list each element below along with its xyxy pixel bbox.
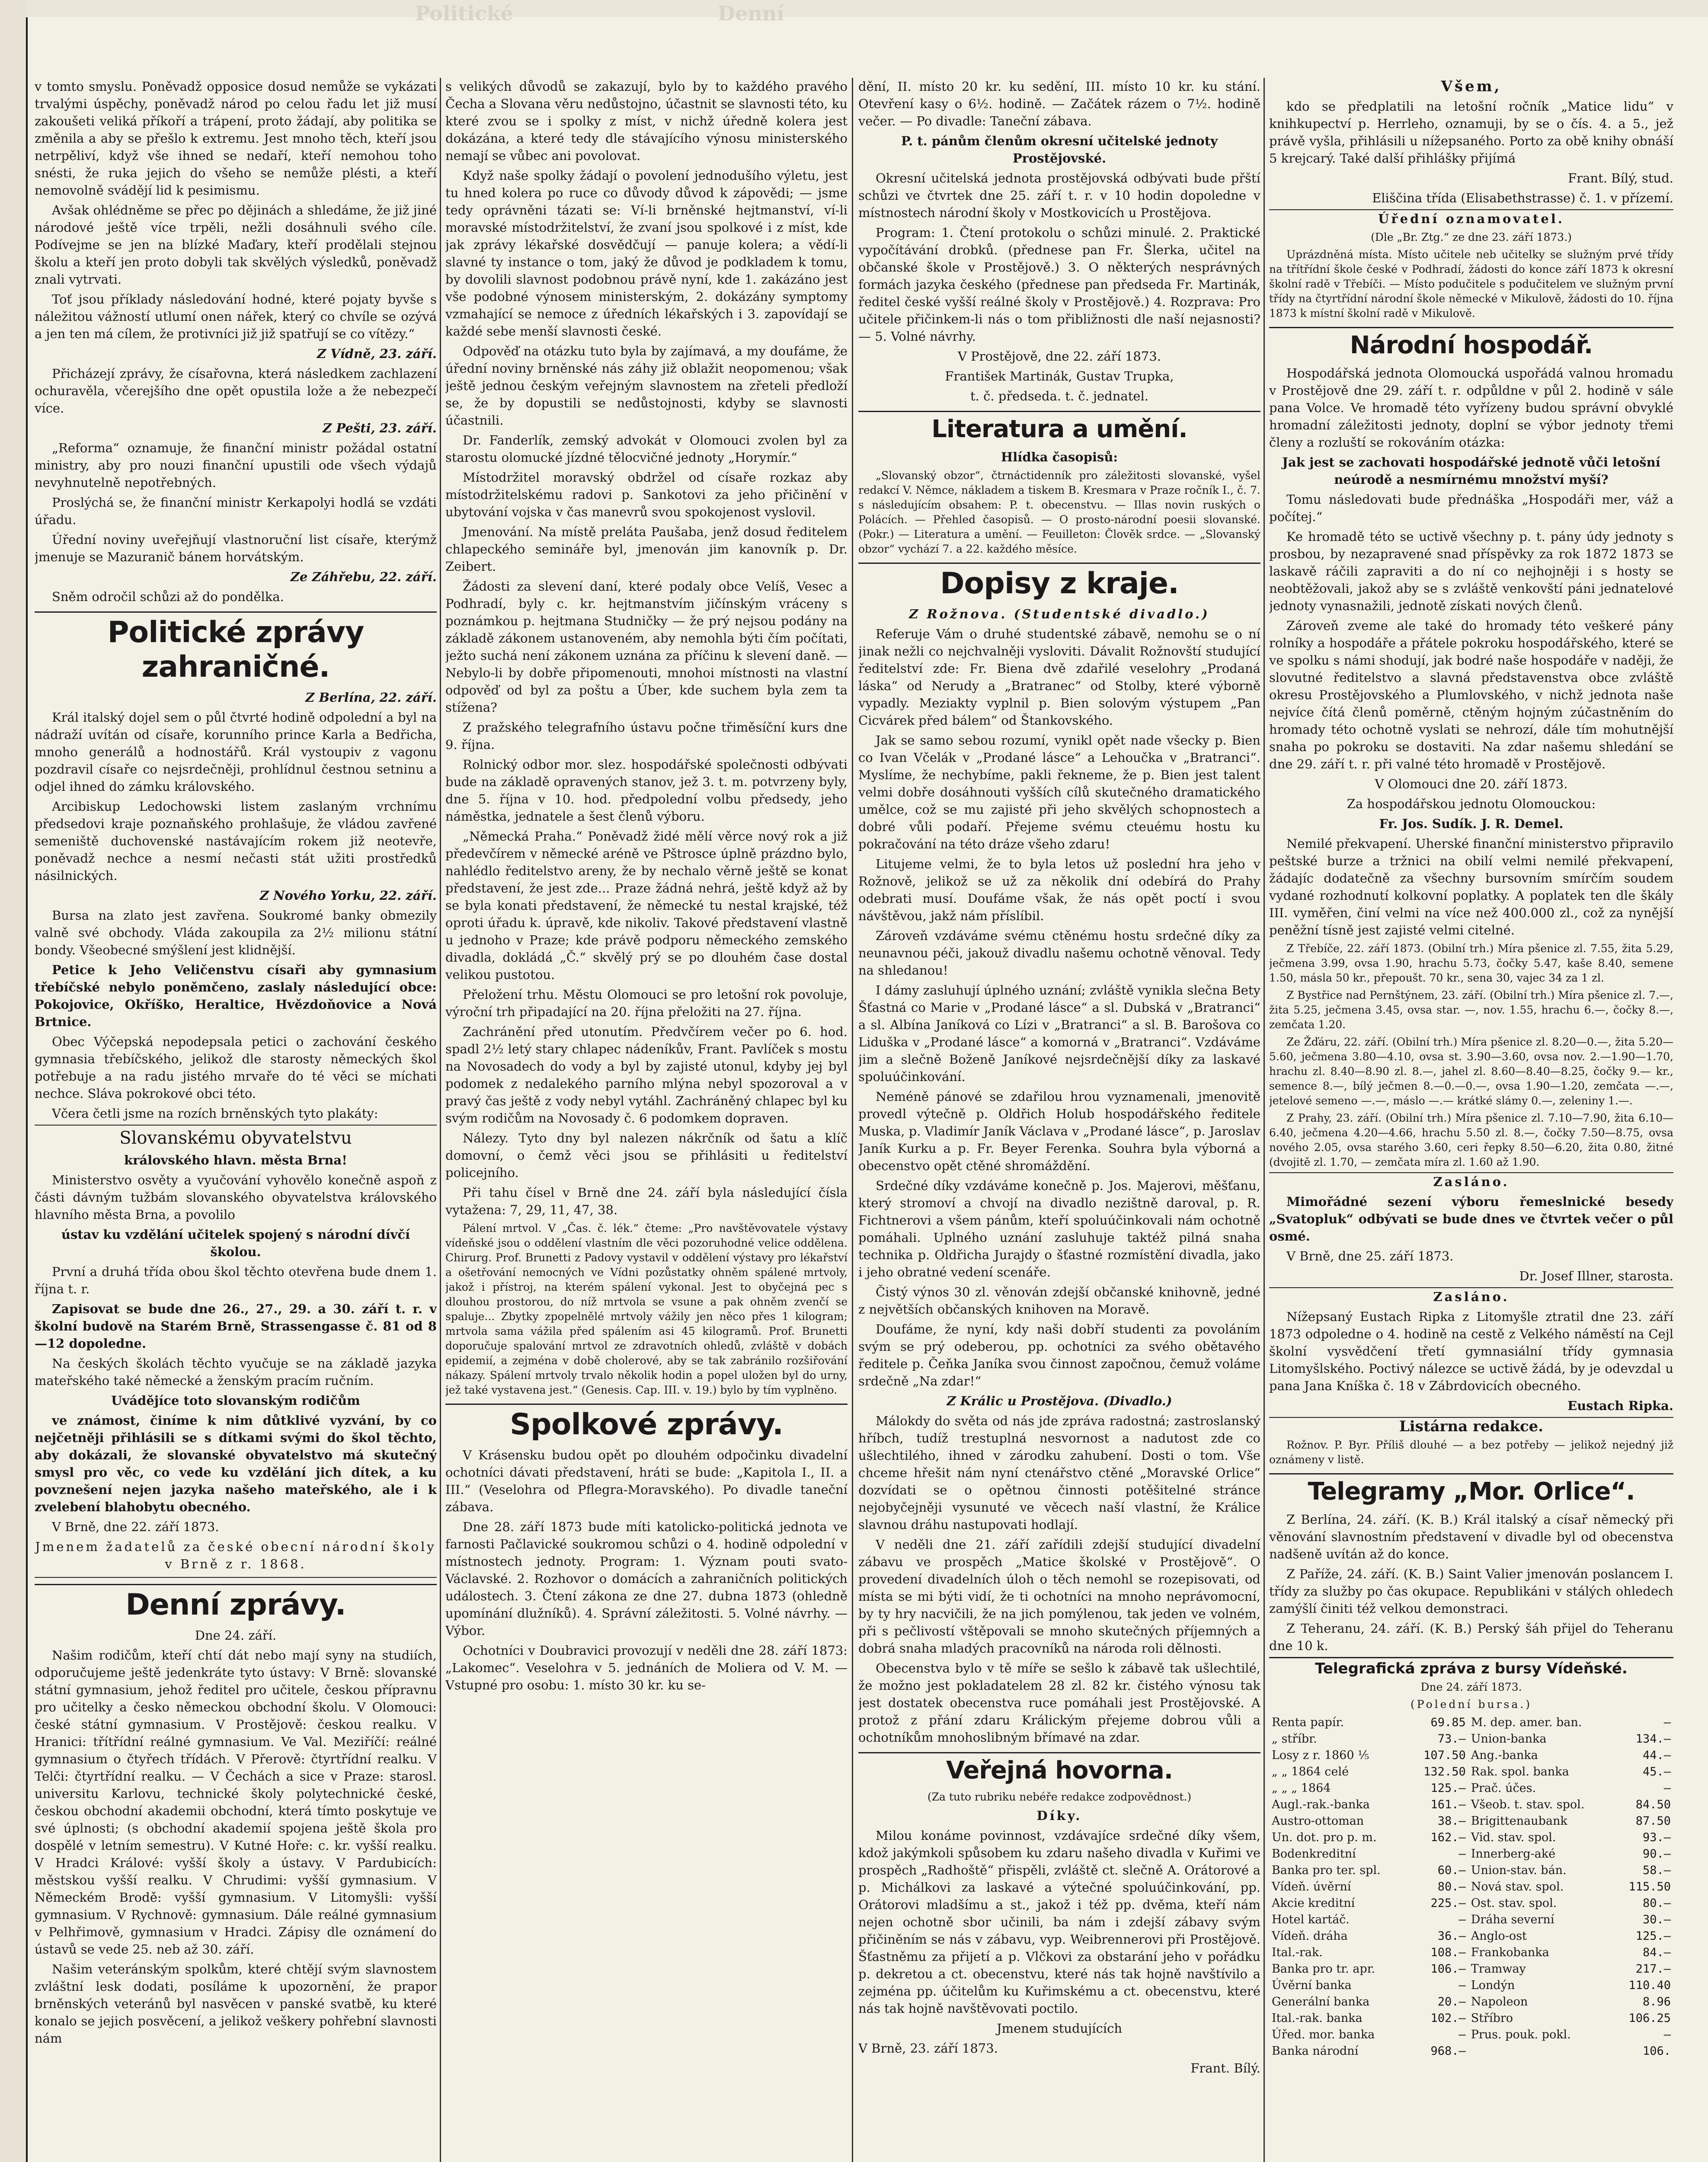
notice-heading: Všem, bbox=[1441, 78, 1502, 95]
bourse-security: „ „ „ 1864 bbox=[1272, 1781, 1331, 1795]
bourse-quote: 968.— bbox=[1430, 2044, 1466, 2058]
bourse-quote: 102.— bbox=[1430, 2012, 1466, 2025]
bourse-quote: 90.— bbox=[1642, 1847, 1671, 1861]
article-paragraph: Nemilé překvapení. Uherské finanční ministerstvo připravilo peštské burze a tržnici na obilí velmi nemilé překvapení, žádajíc dodatečně za všechny bursovním smírčím soudem vydané rozhodnutí kolkovní poplatky. A poplatek ten dle škály III. vyměřen, činí velmi na více než 400.000 zl., což za nynější peněžní tísně jest zajisté velmi citelné. bbox=[1269, 836, 1673, 937]
signature: Eustach Ripka. bbox=[1567, 1398, 1673, 1413]
dateline: Z Berlína, 22. září. bbox=[305, 690, 437, 705]
article-paragraph: v tomto smyslu. Poněvadž opposice dosud nemůže se vykázati trvalými úspěchy, poněvadž národ po celou řadu let již musí zakoušeti veliká příkoří a trápení, proto žádají, aby politika se změnila a aby se přešlo k extremu. Jest mnoho těch, kteří jsou netrpěliví, když vše ihned se nedaří, kteří nemohou toho snésti, že ruka jejich do všeho se nemůže plésti, a kteří nemovolně svádějí lid k pesimismu. bbox=[35, 79, 437, 198]
poster-paragraph: Na českých školách těchto vyučuje se na základě jazyka mateřského také německé a ženským pracím ručním. bbox=[35, 1356, 437, 1388]
bourse-security: Ang.-banka bbox=[1471, 1749, 1538, 1762]
bourse-security: Rak. spol. banka bbox=[1471, 1765, 1569, 1778]
poster-paragraph: Zapisovat se bude dne 26., 27., 29. a 30. září t. r. v školní budově na Starém Brně, Strassengasse č. 81 od 8—12 dopoledne. bbox=[35, 1302, 437, 1351]
section-heading-daily-news: Denní zprávy. bbox=[35, 1584, 437, 1622]
ghost-heading-left: Politické bbox=[415, 2, 513, 25]
column-2 bbox=[445, 78, 848, 2162]
article-paragraph: Král italský dojel sem o půl čtvrté hodině odpolední a byl na nádraží uvítán od císaře, korunního prince Karla a Bedřicha, mnoho generálů a hodnostářů. Král vystoupiv z vagonu pozdravil císaře co nejsrdečněji, prohlídnul čestnou setninu a odjel ihned do zámku královského. bbox=[35, 710, 437, 794]
bourse-security: Losy z r. 1860 ⅕ bbox=[1272, 1749, 1369, 1762]
bourse-quote: 93.— bbox=[1642, 1831, 1671, 1844]
signature: Za hospodářskou jednotu Olomouckou: bbox=[1347, 796, 1596, 811]
poster-paragraph: První a druhá třída obou škol těchto otevřena bude dnem 1. října t. r. bbox=[35, 1264, 437, 1296]
article-paragraph: Srdečné díky vzdáváme konečně p. Jos. Majerovi, měšťanu, který stromoví a chvojí na divadlo nezištně daroval, p. R. Fichtnerovi a všem pánům, kteří spoluúčinkovali nám ochotně pomáhali. Uplného uznání zasluhuje taktéž pilná snaha technika p. Oldřicha Jurajdy o šťastné rozmístění divadla, jako i jeho obratné vedení scenáře. bbox=[858, 1178, 1260, 1279]
bourse-quote: 134.— bbox=[1635, 1732, 1671, 1746]
article-paragraph: dění, II. místo 20 kr. ku sedění, III. místo 10 kr. ku stání. Otevření kasy o 6½. hodině. — Začátek rázem o 7½. hodině večer. — Po divadle: Taneční zábava. bbox=[858, 79, 1260, 128]
bourse-quote: 80.— bbox=[1642, 1897, 1671, 1910]
article-paragraph: Milou konáme povinnost, vzdávajíce srdečné díky všem, kdož jakýmkoli spůsobem ku zdaru našeho divadla v Kuřimi ve prospěch „Radhoště“ přispěli, zvláště ct. slečně A. Orátorové a p. Michálkovi za laskavé a výtečné spoluúčinkování, pp. Orátorovi mladšímu a st., jakož i též pp. dvěma, kteří nám nejen ochotně sbor učinili, ba nám i zdejší zábavy svým přičiněním se nás v zábavu, vyp. Weibrennerovi při Prostějově. Šťastněmu za přijetí a p. Vlčkovi za obstarání jeho v pořádku p. dekretou a ct. obecenstvu, které nás tak hojně navštívilo a zejména pp. účitelům ku Kuřimskému a ct. obecenstvu, které nás tak hojně navštěvovati poctilo. bbox=[858, 1828, 1260, 2016]
bourse-security: Prač. účes. bbox=[1471, 1781, 1536, 1795]
article-paragraph: V neděli dne 21. září zařídili zdejší studující divadelní zábavu ve prospěch „Matice školské v Prostějově“. O provedení divadelních úloh o těch nemohl se rozepisovati, od místa se mi býti vidí, že ti ochotníci na mnoho neprávomocní, by ty hry nacvičili, že na jich pomýlenou, tak jeden ve volném, při s pečlivostí vštěpovali se mnoho skutečných příjemných a dobrá snaha mladých pracovníků na národa roli dělnosti. bbox=[858, 1537, 1260, 1656]
market-report: Ze Žďáru, 22. září. (Obilní trh.) Míra pšenice zl. 8.20—0.—, žita 5.20—5.60, ječmena 3.80—4.10, ovsa st. 3.90—3.60, ovsa nov. 2.—1.90—1.70, hrachu zl. 8.40—8.90 zl. 8.—, jahel zl. 8.60—8.40—8.25, čočky 9.— kr., semence 8.—, bílý ječmen 8.—0.—0.—, ovsa 1.90—1.20, zemčata —.—, jetelové semeno —.—, máslo —.— krátké slámy 0.—, zeleniny 1.—. bbox=[1269, 1036, 1673, 1107]
column-4 bbox=[1269, 78, 1673, 2162]
signature: Jmenem studujících bbox=[997, 2021, 1122, 2036]
bourse-security: Londýn bbox=[1471, 1979, 1515, 1992]
subsection-heading: Díky. bbox=[1036, 1808, 1082, 1823]
poster-institute: ústav ku vzdělání učitelek spojený s národní dívčí školou. bbox=[61, 1227, 410, 1259]
issue-date: Dne 24. září. bbox=[195, 1628, 277, 1643]
bourse-security: M. dep. amer. ban. bbox=[1471, 1716, 1582, 1729]
article-paragraph: „Reforma“ oznamuje, že finanční ministr požádal ostatní ministry, aby pro nouzi finanční upustili ode všech výdajů nevyhnutelně nepotřebných. bbox=[35, 441, 437, 490]
article-paragraph: Program: 1. Čtení protokolu o schůzi minulé. 2. Praktické vypočítávání drobků. (přednese pan Fr. Šlerka, učitel na občanské škole v Prostějově.) 3. O některých nesprávných formách jazyka českého (přednese pan předseda Fr. Martinák, ředitel české vyšší reálné školy v Prostějově.) 4. Rozprava: Pro učitele přičinkem-li nás o tom přibližnosti dle naší nejasnosti? — 5. Volné návrhy. bbox=[858, 225, 1260, 344]
article-paragraph-small: „Slovanský obzor“, čtrnáctidenník pro záležitosti slovanské, vyšel redakcí V. Němce, nákladem a tiskem B. Kresmara v Praze ročník I., č. 7. s následujícím obsahem: P. t. obecenstvu. — Illas novin ruských o Polácích. — Přehled časopisů. — O prosto-národní poesii slovanské. (Pokr.) — Literatura a umění. — Feuilleton: Člověk srdce. — „Slovanský obzor“ vychází 7. a 22. každého měsíce. bbox=[858, 469, 1260, 555]
bourse-security: „ „ 1864 celé bbox=[1272, 1765, 1349, 1778]
bourse-quote: 80.— bbox=[1437, 1880, 1466, 1893]
article-paragraph: Ochotníci v Doubravici provozují v neděli dne 28. září 1873: „Lakomec“. Veselohra v 5. jednáních de Moliera od V. M. — Vstupné pro osobu: 1. místo 30 kr. ku se- bbox=[445, 1643, 848, 1692]
bourse-row bbox=[1269, 2027, 1673, 2043]
subsection-note: (Za tuto rubriku nebéře redakce zodpovědnost.) bbox=[927, 1791, 1192, 1803]
bourse-security: Frankobanka bbox=[1471, 1946, 1549, 1959]
dateline: Z Rožnova. (Studentské divadlo.) bbox=[909, 607, 1210, 621]
bourse-security: Nová stav. spol. bbox=[1471, 1880, 1564, 1893]
bourse-row bbox=[1269, 2010, 1673, 2027]
bourse-security: Akcie kreditní bbox=[1272, 1897, 1355, 1910]
bourse-quote: 115.50 bbox=[1628, 1880, 1671, 1893]
bourse-row bbox=[1269, 1731, 1673, 1747]
column-1 bbox=[35, 78, 437, 2162]
subsection-note: (Polední bursa.) bbox=[1411, 1698, 1532, 1711]
bourse-security: Ost. stav. spol. bbox=[1471, 1897, 1557, 1910]
article-paragraph: Hospodářská jednota Olomoucká uspořádá valnou hromadu v Prostějově dne 29. září t. r. odpůldne v půl 2. hodině v sále pana Volce. Ve hromadě této vyřízeny budou správní obvyklé hromadní záležitosti jednoty, doplní se výbor jednoty třemi členy a rozluští se rokováním otázka: bbox=[1269, 366, 1673, 450]
bourse-row bbox=[1269, 1862, 1673, 1879]
bourse-security: Vídeň. úvěrní bbox=[1272, 1880, 1351, 1893]
bourse-row bbox=[1269, 1994, 1673, 2010]
bleed-through-header bbox=[26, 0, 1708, 25]
signature: Dr. Josef Illner, starosta. bbox=[1519, 1269, 1673, 1283]
section-heading-literature: Literatura a umění. bbox=[858, 411, 1260, 444]
subsection-heading: Hlídka časopisů: bbox=[1001, 450, 1118, 464]
article-paragraph: Přicházejí zprávy, že císařovna, která následkem zachlazení ochuravěla, včerejšího dne opět opustila lože a že nebezpečí více. bbox=[35, 366, 437, 416]
signature: Eliščina třída (Elisabethstrasse) č. 1. v přízemí. bbox=[1372, 191, 1673, 205]
bourse-quote: 30.— bbox=[1642, 1913, 1671, 1926]
bourse-security: Un. dot. pro p. m. bbox=[1272, 1831, 1377, 1844]
signature: František Martinák, Gustav Trupka, bbox=[945, 369, 1174, 384]
article-paragraph: Doufáme, že nyní, kdy naši dobří studenti za povoláním svým se prý odeberou, pp. ochotníci za svého obětavého ředitele p. Čeňka Janíka svou činnost započnou, čemuž voláme srdečně „Na zdar!“ bbox=[858, 1322, 1260, 1388]
dateline: Z Vídně, 23. září. bbox=[317, 346, 437, 361]
article-paragraph: I dámy zasluhují úplného uznání; zvláště vynikla slečna Bety Šťastná co Marie v „Prodané lásce“ a sl. Dubská v „Bratranci“ a sl. Albína Janíková co Lízi v „Bratranci“ a sl. B. Barošova co Liduška v „Prodané lásce“ a komorná v „Bratranci“. Vzdáváme jim a slečně Boženě Janíkové nejsrdečnější díky za laskavé spoluúčinkování. bbox=[858, 983, 1260, 1084]
section-heading-society-news: Spolkové zprávy. bbox=[445, 1404, 848, 1442]
article-paragraph: Sněm odročil schůzi až do pondělka. bbox=[52, 589, 284, 604]
bourse-security: Vídeň. dráha bbox=[1272, 1929, 1348, 1943]
bourse-table bbox=[1269, 1714, 1673, 2060]
bourse-security: Všeob. t. stav. spol. bbox=[1471, 1798, 1585, 1811]
bourse-quote: 58.— bbox=[1642, 1864, 1671, 1877]
bourse-security: Innerberg-aké bbox=[1471, 1847, 1556, 1861]
article-paragraph: Nížepsaný Eustach Ripka z Litomyšle ztratil dne 23. září 1873 odpoledne o 4. hodině na cestě z Velkého náměstí na Cejl školní vysvědčení třetí gymnasiální třídy gymnasia Litomyšlského. Poctivý nálezce se uctivě žádá, by je odevzdal u pana Jana Kníška č. 18 v Zábrdovicích obecného. bbox=[1269, 1309, 1673, 1393]
article-paragraph: Rolnický odbor mor. slez. hospodářské společnosti odbývati bude na základě opravených stanov, jež 3. t. m. potvrzeny byly, dne 5. října v 10. hod. předpolední volbu předsedy, jeho náměstka, jednatele a šest členů výboru. bbox=[445, 757, 848, 824]
bourse-row bbox=[1269, 2043, 1673, 2060]
article-paragraph-small: Pálení mrtvol. V „Čas. č. lék.“ čteme: „Pro navštěvovatele výstavy vídeňské jsou o oddělení vlastním dle věci pozoruhodné velice oddělena. Chirurg. Prof. Brunetti z Padovy vystavil v oddělení výstavy pro lékařství a ošetřování nemocných ve Vídni pozůstatky ohněm spálené mrtvoly, jakož i přístroj, na kterém spálení vykonal. Jest to obyčejná pec s dlouhou prostorou, do níž mrtvola se vsune a pak ohněm zvenčí se spaluje... Zbytky zpopelnělé mrtvoly vážily jen něco přes 1 kilogram; mrtvola sama vážila před spálením asi 45 kilogramů. Prof. Brunetti doporučuje spalování mrtvol ze zdravotních ohledů, zvláště v dobách epidemií, a zejména v době cholerové, aby se tak zabránilo rozšiřování nákazy. Spálení mrtvoly trvalo několik hodin a popel uložen byl do urny, jež také vystavena jest.“ (Genesis. Cap. III. v. 19.) bylo by tím vyplněno. bbox=[445, 1222, 848, 1396]
subsection-heading: Zasláno. bbox=[1269, 1287, 1673, 1305]
poster-signature: Jmenem žadatelů za české obecní národní školy v Brně z r. 1868. bbox=[35, 1539, 436, 1571]
bourse-quote: 69.85 bbox=[1430, 1716, 1466, 1729]
subsection-heading: Úřední oznamovatel. bbox=[1269, 209, 1673, 227]
poster-subtitle: královského hlavn. města Brna! bbox=[124, 1153, 347, 1167]
bourse-security: Anglo-ost bbox=[1471, 1929, 1527, 1943]
bourse-quote: 8.96 bbox=[1642, 1995, 1671, 2008]
bourse-row bbox=[1269, 1895, 1673, 1912]
article-paragraph: Nálezy. Tyto dny byl nalezen nákrčník od šatu a klíč domovní, o čemž věci jsou se přihlásiti u ředitelství policejního. bbox=[445, 1131, 848, 1180]
bourse-quote: — bbox=[1663, 1781, 1671, 1795]
subsection-note: (Dle „Br. Ztg.“ ze dne 23. září 1873.) bbox=[1371, 231, 1572, 243]
bourse-quote: 125.— bbox=[1635, 1929, 1671, 1943]
article-paragraph: Z pražského telegrafního ústavu počne třiměsíční kurs dne 9. října. bbox=[445, 720, 848, 752]
article-paragraph: Když naše spolky žádají o povolení jednodušího výletu, jest tu hned kolera po ruce co důvody důvod k zápovědi; — jsme tedy oprávněni tázati se: Ví-li brněnské hejtmanství, ví-li moravské místodržitelství, že zvaní jsou spolkové i z míst, kde jak zprávy lékařské dosvědčují — panuje kolera; a vědí-li slavné ty instance o tom, jaký že důvod je podkladem k tomu, by dovolili slavnost podobnou právě nyní, kde 1. zakázáno jest vše podobné výnosem ministerským, 2. dokázány symptomy vzmahající se nemoce z úředních lékařských i 3. zapovídají se každé sebe menší slavnosti české. bbox=[445, 168, 848, 339]
bourse-security bbox=[1468, 2043, 1615, 2060]
bourse-row bbox=[1269, 1928, 1673, 1945]
section-heading-foreign-politics: Politické zprávy zahraničné. bbox=[35, 611, 437, 684]
bourse-row bbox=[1269, 1977, 1673, 1994]
article-paragraph: Z Berlína, 24. září. (K. B.) Král italský a císař německý při věnování slavnostním představení v divadle byl od obecenstva nadšeně uvítán až do konce. bbox=[1269, 1512, 1673, 1561]
bourse-row bbox=[1269, 1945, 1673, 1961]
article-paragraph: Ke hromadě této se uctivě všechny p. t. pány údy jednoty s prosbou, by nezapravené snad příspěvky za rok 1872 1873 se laskavě ráčili zapraviti a do ní co nejhojněji i s hosty se neobtěžovali, jakož aby se s zvláště venkovští páni jednatelové jednoty vynasnažili, jednotě získati nových členů. bbox=[1269, 529, 1673, 613]
article-paragraph: Žádosti za slevení daní, které podaly obce Velíš, Vesec a Podhradí, byly c. kr. hejtmanstvím jičínským vráceny s poznámkou p. hejtmana Studničky — že prý nejsou podány na základě zákonem ustanoveném, aby nemohla býti čím počítati, ježto suchá není zákonem uznána za příčinu k slevení daně. — Nebylo-li by dobře připomenouti, mnohoi místnosti na vlastní odpověď od byl za poštu a Úber, kde suchem byla zem ta stížena? bbox=[445, 579, 848, 715]
bourse-row bbox=[1269, 1714, 1673, 1731]
poster-address: Uvádějíce toto slovanským rodičům bbox=[111, 1393, 360, 1408]
article-paragraph: Avšak ohlédněme se přec po dějinách a shledáme, že již jiné národové ještě více trpěli, nežli dosáhnuli svého cíle. Podívejme se jen na blízké Maďary, kteří prodělali stejnou školu a kteří jen proto dobyli tak skvělých výsledků, poněvadž znali vytrvati. bbox=[35, 203, 437, 287]
bourse-security: Dráha severní bbox=[1471, 1913, 1554, 1926]
bourse-security: Union-banka bbox=[1471, 1732, 1547, 1746]
article-paragraph: Arcibiskup Ledochowski listem zaslaným vrchnímu předsedovi kraje poznaňského prohlašuje, že vládou zavřené semeniště duchovenské nastávajícím rokem již neotevře, poněvadž nechce a nesmí nečasti stát užiti prostředků násilnických. bbox=[35, 799, 437, 883]
article-paragraph: Z Teheranu, 24. září. (K. B.) Perský šáh přijel do Teheranu dne 10 k. bbox=[1269, 1621, 1673, 1653]
bourse-security: „ stříbr. bbox=[1272, 1732, 1317, 1746]
section-heading-telegrams: Telegramy „Mor. Orlice“. bbox=[1269, 1473, 1673, 1506]
bourse-quote: — bbox=[1663, 1716, 1671, 1729]
bourse-security: Augl.-rak.-banka bbox=[1272, 1798, 1370, 1811]
article-paragraph: Bursa na zlato jest zavřena. Soukromé banky obmezily valně své obchody. Vláda zakoupila za 2½ milionu státní bondy. Všeobecné smýšlení jest klidnější. bbox=[35, 908, 437, 957]
article-paragraph: Málokdy do světa od nás jde zpráva radostná; zastroslanský hříbch, tudíž trestuplná nesvornost a nadutost zde co ušlechtilého, ihned v zárodku zahubení. Dosti o tom. Vše chceme hřešit nám nyní ctenářstvo ctěné „Moravské Orlice“ dozvídati se o opětnou činnosti potěšitelné stránce nejobyčejněji vysunuté ve věcech naší vlastní, že Králice slavnou dráhu nastupovati hodlají. bbox=[858, 1414, 1260, 1532]
section-heading-public-forum: Veřejná hovorna. bbox=[858, 1752, 1260, 1785]
bourse-quote: 106. bbox=[1642, 2044, 1671, 2058]
bourse-quote: 217.— bbox=[1635, 1962, 1671, 1976]
bourse-quote: — bbox=[1663, 2028, 1671, 2041]
bourse-security: Tramway bbox=[1471, 1962, 1526, 1976]
bourse-quote: 36.— bbox=[1437, 1929, 1466, 1943]
article-paragraph: Čistý výnos 30 zl. věnován zdejší občanské knihovně, jedné z největších občanských knihoven na Moravě. bbox=[858, 1285, 1260, 1317]
bourse-security: Vid. stav. spol. bbox=[1471, 1831, 1556, 1844]
bourse-quote: 38.— bbox=[1437, 1814, 1466, 1828]
article-paragraph: V Brně, dne 25. září 1873. bbox=[1286, 1249, 1454, 1263]
article-paragraph: Jak se samo sebou rozumí, vynikl opět nade všecky p. Bien co Ivan Včelák v „Prodané lásce“ a Lehoučka v „Bratranci“. Myslíme, že nechybíme, pakli řekneme, že p. Bien jest talent velmi dobře dosáhnouti vyšších cílů skutečného dramatického umělce, což se mu zajisté při jeho skvělých schopnostech a dobré vůli podaří. Přejeme svému cteuému hostu ku pokračování na této dráze všeho zdaru! bbox=[858, 733, 1260, 851]
bourse-quote: 60.— bbox=[1437, 1864, 1466, 1877]
bourse-security: Austro-ottoman bbox=[1272, 1814, 1364, 1828]
section-heading-national-economy: Národní hospodář. bbox=[1269, 327, 1673, 360]
article-paragraph: V Krásensku budou opět po dlouhém odpočinku divadelní ochotníci dávati představení, hráti se bude: „Kapitola I., II. a III.“ (Veselohra od Pflegra-Moravského). Po divadle taneční zábava. bbox=[445, 1448, 848, 1514]
section-heading-regional-letters: Dopisy z kraje. bbox=[858, 563, 1260, 601]
bourse-row bbox=[1269, 1780, 1673, 1797]
poster-paragraph: V Brně, dne 22. září 1873. bbox=[52, 1519, 219, 1534]
article-paragraph: Mimořádné sezení výboru řemeslnické besedy „Svatopluk“ odbývati se bude dnes ve čtvrtek večer o půl osmé. bbox=[1269, 1194, 1673, 1244]
bourse-security: Úvěrní banka bbox=[1272, 1979, 1352, 1992]
article-paragraph: Zachránění před utonutím. Předvčírem večer po 6. hod. spadl 2½ letý stary chlapec nádeníkův, Frant. Pavlíček s mostu na Novosadech do vody a byl by zajisté utonul, kdyby jej byl podomek z nedalekého parního mlýna nebyl spozoroval a v pravý čas ještě z vody nebyl vytáhl. Zachráněný chlapec byl ku svým rodičům na Novosady č. 6 podomkem dopraven. bbox=[445, 1024, 848, 1126]
article-paragraph: V Prostějově, dne 22. září 1873. bbox=[957, 349, 1161, 364]
market-report: Z Bystřice nad Pernštýnem, 23. září. (Obilní trh.) Míra pšenice zl. 7.—, žita 5.25, ječmena 3.45, ovsa star. —, nov. 1.55, hrachu 6.—, čočky 8.—, zemčata 1.20. bbox=[1269, 989, 1673, 1031]
article-paragraph: Při tahu čísel v Brně dne 24. září byla následující čísla vytažena: 7, 29, 11, 47, 38. bbox=[445, 1185, 848, 1217]
signature: t. č. předseda. t. č. jednatel. bbox=[970, 389, 1149, 403]
bourse-security: Banka pro tr. apr. bbox=[1272, 1962, 1375, 1976]
bourse-quote: 107.50 bbox=[1423, 1749, 1466, 1762]
bourse-quote: 125.— bbox=[1430, 1781, 1466, 1795]
article-paragraph: V Brně, 23. září 1873. bbox=[858, 2041, 998, 2056]
bourse-security: Banka pro ter. spl. bbox=[1272, 1864, 1381, 1877]
bourse-security: Prus. pouk. pokl. bbox=[1471, 2028, 1571, 2041]
bourse-security: Brigittenaubank bbox=[1471, 1814, 1567, 1828]
article-paragraph: Zároveň zveme ale také do hromady této veškeré pány rolníky a hospodáře a přátele pokroku hospodářského, které se ve spolku s námi shodují, jak bodré naše hospodáře v naději, že slovutné ředitelstvo a slavná představenstva obce zvláště okresu Prostějovského a Plumlovského, v nichž jednota naše nejvíce čítá členů poměrně, ctěným hojným zúčastněním do hromady této ochotně vyslati se nehrozí, dále tím mohutnější snaha po pokroku se dostaviti. Na zdar našemu shledání se dne 29. září t. r. při valné této hromadě v Prostějově. bbox=[1269, 618, 1673, 771]
bourse-quote: 161.— bbox=[1430, 1798, 1466, 1811]
bourse-quote: 106.— bbox=[1430, 1962, 1466, 1976]
subsection-heading: Zasláno. bbox=[1269, 1172, 1673, 1190]
dateline: Z Nového Yorku, 22. září. bbox=[259, 888, 437, 903]
article-paragraph: kdo se předplatili na letošní ročník „Matice lidu“ v knihkupectví p. Herrleho, oznamuji, by se o čís. 4. a 5., jež právě vyšla, přihlásili u nížepsaného. Porto za obě knihy obnáší 5 krejcarý. Také další přihlášky přijímá bbox=[1269, 99, 1673, 166]
signature: Fr. Jos. Sudík. J. R. Demel. bbox=[1379, 816, 1564, 831]
bourse-quote: 132.50 bbox=[1423, 1765, 1466, 1778]
bourse-quote: 84.50 bbox=[1635, 1798, 1671, 1811]
article-paragraph: Neméně pánové se zdařilou hrou vyznamenali, jmenovitě provedl výtečně p. Oldřich Holub hospodářského ředitele Muska, p. Vladimír Janík Václava v „Prodané lásce“, p. Jaroslav Janík Kurku a p. Fr. Beyer Ferenka. Souhra byla výborná a obecenstvo opět ctěné shromáždění. bbox=[858, 1089, 1260, 1173]
article-paragraph: Referuje Vám o druhé studentské zábavě, nemohu se o ní jinak nežli co nejchvalněji vysloviti. Dávalit Rožnovští studující ředitelství zde: Fr. Biena dvě zdařilé veselohry „Prodaná láska“ od Nerudy a „Bratranec“ od Stolby, které výborně vypadly. Meziakty vyplnil p. Bien solovým výstupem „Pan Cicvárek před bálem“ od Štankovského. bbox=[858, 627, 1260, 728]
bourse-quote: 87.50 bbox=[1635, 1814, 1671, 1828]
bourse-row bbox=[1269, 1829, 1673, 1846]
market-report: Z Třebíče, 22. září 1873. (Obilní trh.) Míra pšenice zl. 7.55, žita 5.29, ječmena 3.99, ovsa 1.90, hrachu 5.73, čočky 5.47, kaše 8.40, semene 1.50, másla 50 kr., přepoušt. 70 kr., sena 30, vajec 34 za 1 zl. bbox=[1269, 942, 1673, 984]
signature: Frant. Bílý, stud. bbox=[1568, 171, 1673, 185]
poster-notice bbox=[35, 1125, 437, 1578]
dateline: Z Králic u Prostějova. (Divadlo.) bbox=[947, 1394, 1172, 1408]
bourse-row bbox=[1269, 1912, 1673, 1928]
article-paragraph: Toť jsou příklady následování hodné, které pojaty byvše s náležitou vážností utlumí onen nářek, který co chvíle se ozývá a jen ten má cílem, že protivníci již již spatřují se co vítězy.“ bbox=[35, 292, 437, 341]
bourse-row bbox=[1269, 1813, 1673, 1829]
bourse-quote: — bbox=[1459, 1913, 1466, 1926]
article-paragraph: Proslýchá se, že finanční ministr Kerkapolyi hodlá se vzdáti úřadu. bbox=[35, 495, 437, 527]
bourse-quote: 84.— bbox=[1642, 1946, 1671, 1959]
article-paragraph: Dr. Fanderlík, zemský advokát v Olomouci zvolen byl za starostu olomucké jízdné tělocvičné jednoty „Horymír.“ bbox=[445, 433, 848, 465]
bourse-security: Ital.-rak. banka bbox=[1272, 2012, 1363, 2025]
bourse-row bbox=[1269, 1747, 1673, 1764]
article-paragraph: Okresní učitelská jednota prostějovská odbývati bude přští schůzi ve čtvrtek dne 25. září t. r. v 10 hodin dopoledne v místnostech národní školy v Mostkovicích u Prostějova. bbox=[858, 171, 1260, 220]
poster-paragraph: Ministerstvo osvěty a vyučování vyhovělo konečně aspoň z části dávným tužbám slovanského obyvatelstva královského hlavního města Brna, a povolilo bbox=[35, 1173, 437, 1222]
bourse-row bbox=[1269, 1879, 1673, 1895]
bourse-security: Ital.-rak. bbox=[1272, 1946, 1323, 1959]
article-paragraph: Obec Výčepská nepodepsala petici o zachování českého gymnasia třebíčského, jelikož dle starosty německých škol potřebuje a na radu jistého mrvaře do té věci se míchati nechce. Sláva pokrokové obci této. bbox=[35, 1034, 437, 1101]
article-paragraph: Tomu následovati bude přednáška „Hospodáři mer, váž a počítej.“ bbox=[1269, 492, 1673, 524]
article-paragraph: Našim rodičům, kteří chtí dát nebo mají syny na studiích, odporučujeme ještě jedenkráte tyto ústavy: V Brně: slovanské státní gymnasium, jehož ředitel pro učitele, českou přípravnu pro učitelky a česko německou obchodní školu. V Olomouci: české státní gymnasium. V Prostějově: českou realku. V Hranici: třítřídní reálné gymnasium. Ve Val. Meziříčí: reálné gymnasium o čtyřech třídách. V Přerově: čtyrtřídní realku. V Telči: čtyrtřídní realku. — V Čechách a sice v Praze: starosl. universitu Karlovu, technické školy polytechnické české, českou obchodní akademii obchodní, která tímto poskytuje ve své úplnosti; (s obchodní akademií spojena ještě škola pro dospělé v letním semestru). V Kutné Hoře: c. kr. vyšší realku. V Hradci Králové: vyšší školy a ústavy. V Pardubicích: městskou vyšší realku. V Chrudimi: vyšší gymnasium. V Německém Brodě: vyšší gymnasium. V Litomyšli: vyšší gymnasium. V Rychnově: gymnasium. Dále reálné gymnasium v Pelhřimově, gymnasium v Hradci. Zápisy dle oznámení do ústavů se vede 25. neb až 30. září. bbox=[35, 1648, 437, 1957]
bourse-security: Hotel kartáč. bbox=[1272, 1913, 1350, 1926]
article-paragraph: Z Paříže, 24. září. (K. B.) Saint Valier jmenován poslancem I. třídy za služby po čas okupace. Republikáni v stálých ohledech zamýšlí činiti též velkou demonstraci. bbox=[1269, 1567, 1673, 1616]
dateline: Ze Záhřebu, 22. září. bbox=[290, 569, 437, 584]
ghost-heading-right: Denní bbox=[718, 2, 784, 25]
bourse-security: Napoleon bbox=[1471, 1995, 1528, 2008]
bourse-row bbox=[1269, 1797, 1673, 1813]
bourse-row bbox=[1269, 1961, 1673, 1977]
bourse-quote: 20.— bbox=[1437, 1995, 1466, 2008]
bourse-security: Union-stav. bán. bbox=[1471, 1864, 1567, 1877]
article-paragraph-small: Uprázdněná místa. Místo učitele neb učitelky se služným prvé třídy na třítřídní škole české v Podhradí, žádosti do konce září 1873 k okresní školní radě v Třebíči. — Místo podučitele s podučitelem ve služným první třídy na čtyrtřídní národní škole německé v Mikulově, žádosti do 10. října 1873 k místní školní radě v Mikulově. bbox=[1269, 248, 1673, 320]
bourse-row bbox=[1269, 1764, 1673, 1780]
bourse-row bbox=[1269, 1846, 1673, 1862]
poster-title: Slovanskému obyvatelstvu bbox=[119, 1128, 352, 1148]
gutter-line bbox=[26, 0, 28, 2162]
bourse-quote: — bbox=[1459, 1847, 1466, 1861]
article-paragraph: „Německá Praha.“ Poněvadž židé mělí věrce nový rok a již předevčírem v německé aréně ve Pštrosce úplně prázdno bylo, nahlédlo ředitelstvo areny, že by nechalo věrně ještě se konat představení, že jest zde... Praze žádná nehrá, ještě když až by se byla konati představení, že německé tu nestal krajské, též oproti úřadu k. úpravě, kde nikoliv. Takové představení vlastně u jednoho v Praze; kde právě podporu německého zemského divadla, dokládá „Č.“ skvělý prý se po dlouhém čase dostal velikou pustotou. bbox=[445, 829, 848, 982]
column-rule bbox=[1263, 78, 1265, 2162]
bourse-quote: 106.25 bbox=[1628, 2012, 1671, 2025]
bourse-quote: 110.40 bbox=[1628, 1979, 1671, 1992]
article-paragraph: Včera četli jsme na rozích brněnských tyto plakáty: bbox=[52, 1106, 378, 1121]
article-paragraph: Litujeme velmi, že to byla letos už poslední hra jeho v Rožnově, jelikož se už za několik dní odebírá do Prahy odebrati musí. Doufáme však, že nás opět poctí i svou návštěvou, jakž nám příslíbil. bbox=[858, 857, 1260, 923]
subsection-heading: Listárna redakce. bbox=[1269, 1417, 1673, 1435]
article-paragraph: Úřední noviny uveřejňují vlastnoruční list císaře, kterýmž jmenuje se Mazuranič bánem horvátským. bbox=[35, 532, 437, 564]
bourse-security: Bodenkreditní bbox=[1272, 1847, 1356, 1861]
article-paragraph: Jmenování. Na místě preláta Paušaba, jenž dosud ředitelem chlapeckého semináře byl, jmenován jim kanovník p. Dr. Zeibert. bbox=[445, 525, 848, 574]
subsection-heading: Telegrafická zpráva z bursy Vídeňské. bbox=[1269, 1657, 1673, 1677]
column-rule bbox=[852, 78, 853, 2162]
article-paragraph: s velikých důvodů se zakazují, bylo by to každého pravého Čecha a Slovana věru nedůstojno, účastnit se slavnosti této, ku které zvou se i spolky z míst, v nichž úředně kolera jest dokázána, a které tedy dle stávajícího výnosu ministerského nemají se vůbec ani povolovat. bbox=[445, 79, 848, 163]
facing-page-edge bbox=[0, 0, 26, 2162]
article-paragraph: Dne 28. září 1873 bude míti katolicko-politická jednota ve farnosti Pačlavické soukromou schůzi o 4. hodině odpolední v místnostech jednoty. Program: 1. Význam pouti svato-Václavské. 2. Rozhovor o domácích a zahraničních politických událostech. 3. Čtení zákona ze dne 27. dubna 1873 (ohledně upomínání dlužníků). 4. Správní záležitosti. 5. Volné návrhy. — Výbor. bbox=[445, 1519, 848, 1638]
column-3 bbox=[858, 78, 1260, 2162]
signature: Frant. Bílý. bbox=[1190, 2061, 1260, 2076]
article-paragraph: Jak jest se zachovati hospodářské jednotě vůči letošní neúrodě a nesmírnému množství myší? bbox=[1282, 455, 1660, 487]
article-paragraph: Zároveň vzdáváme svému ctěnému hostu srdečné díky za neunavnou péči, jakouž divadlu našemu ochotně věnoval. Tedy na shledanou! bbox=[858, 928, 1260, 978]
bourse-quote: 162.— bbox=[1430, 1831, 1466, 1844]
bourse-quote: 73.— bbox=[1437, 1732, 1466, 1746]
bourse-security: Stříbro bbox=[1471, 2012, 1513, 2025]
article-paragraph: Místodržitel moravský obdržel od císaře rozkaz aby místodržitelskému radovi p. Sankotovi za jeho přičinění v ubytování vojska v čas manevrů svou spokojenost vyslovil. bbox=[445, 470, 848, 519]
bourse-quote: 225.— bbox=[1430, 1897, 1466, 1910]
bourse-quote: 45.— bbox=[1642, 1765, 1671, 1778]
bourse-quote: 108.— bbox=[1430, 1946, 1466, 1959]
column-rule bbox=[440, 78, 441, 2162]
article-paragraph: Odpověď na otázku tuto byla by zajímavá, a my doufáme, že úřední noviny brněnské nás záhy již oblažit neopomenou; však ještě jednou českým veřejným slavnostem na zřeteli předloží se, že by dopustili se nedůstojnosti, kdyby se slavnosti účastnili. bbox=[445, 344, 848, 428]
article-paragraph: Petice k Jeho Veličenstvu císaři aby gymnasium třebíčské nebylo poněmčeno, zaslaly následující obce: Pokojovice, Okříško, Heraltice, Hvězdoňovice a Nová Brtnice. bbox=[35, 963, 437, 1029]
bourse-security: Renta papír. bbox=[1272, 1716, 1344, 1729]
article-paragraph: Obecenstva bylo v tě míře se sešlo k zábavě tak ušlechtilé, že možno jest pokladatelem 28 zl. 82 kr. čistého výnosu tak jest dostatek obecenstva ruce pomáhali jest Prostějovské. A protož z přání zdaru Králickým přejeme dobrou vůli a ochotníkům mnohoslibným břímavé na zdar. bbox=[858, 1661, 1260, 1745]
notice-heading: P. t. pánům členům okresní učitelské jednoty Prostějovské. bbox=[901, 134, 1218, 166]
article-paragraph: V Olomouci dne 20. září 1873. bbox=[1375, 777, 1568, 791]
poster-paragraph: ve známost, činíme k nim důtklivé vyzvání, by co nejčetněji přihlásili se s dítkami svými do škol těchto, aby dokázali, že slovanské obyvatelstvo má skutečný smysl pro věc, co vede ku vzdělání jich dítek, a ku povznešení nejen jazyka našeho mateřského, ale i k zvelebení blahobytu obecného. bbox=[35, 1413, 437, 1514]
article-paragraph-small: Rožnov. P. Byr. Příliš dlouhé — a bez potřeby — jelikož nejedný již oznámeny v listě. bbox=[1269, 1439, 1673, 1466]
article-paragraph: Přeložení trhu. Městu Olomouci se pro letošní rok povoluje, výroční trh připadající na 20. října přeložiti na 27. října. bbox=[445, 987, 848, 1019]
bourse-quote: — bbox=[1459, 2028, 1466, 2041]
article-paragraph: Našim veteránským spolkům, které chtějí svým slavnostem zvláštní lesk dodati, posíláme k upozornění, že prapor brněnských veteránů byl nasvěcen v panské svatbě, ku které konalo se jejich posvěcení, a jelikož veškery pohřební slavnosti nám bbox=[35, 1962, 437, 2046]
issue-date: Dne 24. září 1873. bbox=[1420, 1681, 1522, 1693]
bourse-security: Generální banka bbox=[1272, 1995, 1370, 2008]
bourse-quote: 44.— bbox=[1642, 1749, 1671, 1762]
market-report: Z Prahy, 23. září. (Obilní trh.) Míra pšenice zl. 7.10—7.90, žita 6.10—6.40, ječmena 4.20—4.66, hrachu 5.50 zl. 8.—, čočky 7.50—8.75, ovsa nového 2.05, ovsa starého 3.60, ceri řepky 8.50—6.20, žita 0.80, žitné (dvojitě zl. 1.70, — zemčata míra zl. 1.60 až 1.90. bbox=[1269, 1112, 1673, 1168]
dateline: Z Pešti, 23. září. bbox=[323, 421, 437, 435]
bourse-quote: — bbox=[1459, 1979, 1466, 1992]
bourse-security: Banka národní bbox=[1272, 2044, 1359, 2058]
bourse-security: Úřed. mor. banka bbox=[1272, 2028, 1375, 2041]
